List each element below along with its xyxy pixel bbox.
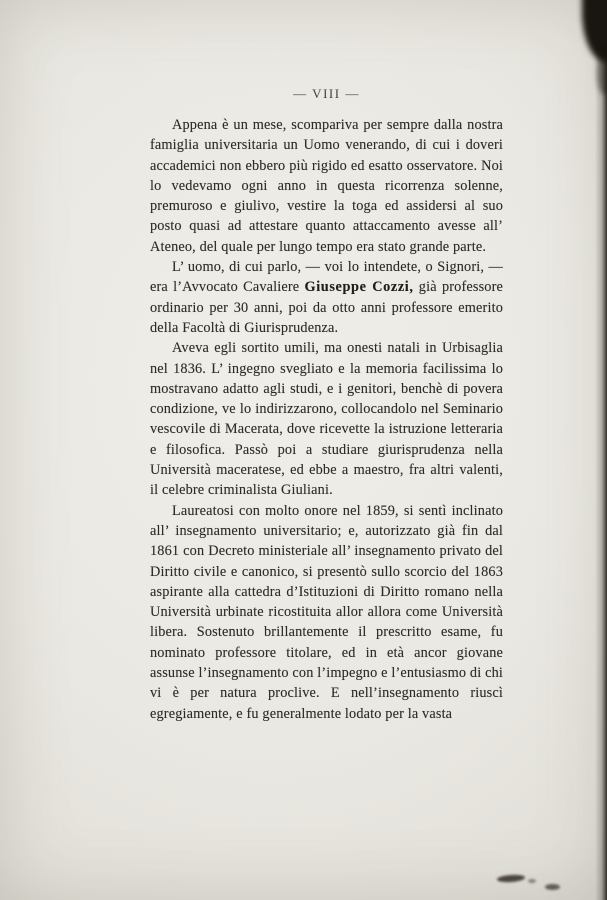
paragraph: Laureatosi con molto onore nel 1859, si sentì inclinato all’ insegnamento universitario; e, autorizzato già fin dal 1861 con Decreto ministeriale all’ insegnamento privato del Diritto civile e canonico, si presentò sullo scorcio del 1863 aspirante alla cattedra d’Istituzioni di Diritto romano nella Università urbinate ricostituita allor allora come Università libera. Sostenuto brillantemente il prescritto esame, fu nominato professore titolare, ed in età ancor giovane assunse l’insegnamento con l’impegno e l’entusiasmo di chi vi è per natura proclive. E nell’insegnamento riuscì egregiamente, e fu generalmente lodato per la vasta: [150, 502, 503, 722]
person-name: Giuseppe Cozzi,: [304, 279, 414, 296]
paragraph: [150, 257, 503, 338]
ink-smudge: [545, 884, 560, 890]
paragraph-text: già professore ordinario per 30 anni, poi da otto anni professore emerito della Facoltà di Giurisprudenza.: [150, 279, 503, 336]
ink-smudge: [497, 874, 525, 883]
page-number-header: — VIII —: [293, 86, 360, 101]
scan-corner-artifact: [597, 52, 607, 94]
ink-smudge: [528, 879, 536, 883]
scan-edge-shadow: [595, 0, 607, 900]
paragraph: Aveva egli sortito umili, ma onesti natali in Urbisaglia nel 1836. L’ ingegno svegliato e la memoria facilissima lo mostravano adatto agli studi, e i genitori, benchè di povera condizione, ve lo indirizzarono, collocandolo nel Seminario vescovile di Macerata, dove ricevette la istruzione letteraria e filosofica. Passò poi a studiare giurisprudenza nella Università maceratese, ed ebbe a maestro, fra altri valenti, il celebre criminalista Giuliani.: [150, 340, 503, 499]
paragraph: Appena è un mese, scompariva per sempre dalla nostra famiglia universitaria un Uomo venerando, di cui i doveri accademici non ebbero più rigido ed esatto osservatore. Noi lo vedevamo ogni anno in questa ricorrenza solenne, premuroso e giulivo, vestire la toga ed assidersi al suo posto quasi ad attestare quanto attaccamento avesse all’ Ateneo, del quale per lungo tempo era stato grande parte.: [150, 117, 503, 255]
text-block: [150, 86, 503, 724]
paragraph-text: L’ uomo, di cui parlo, — voi lo intendete, o Signori, — era l’Avvocato Cavaliere: [150, 259, 503, 296]
